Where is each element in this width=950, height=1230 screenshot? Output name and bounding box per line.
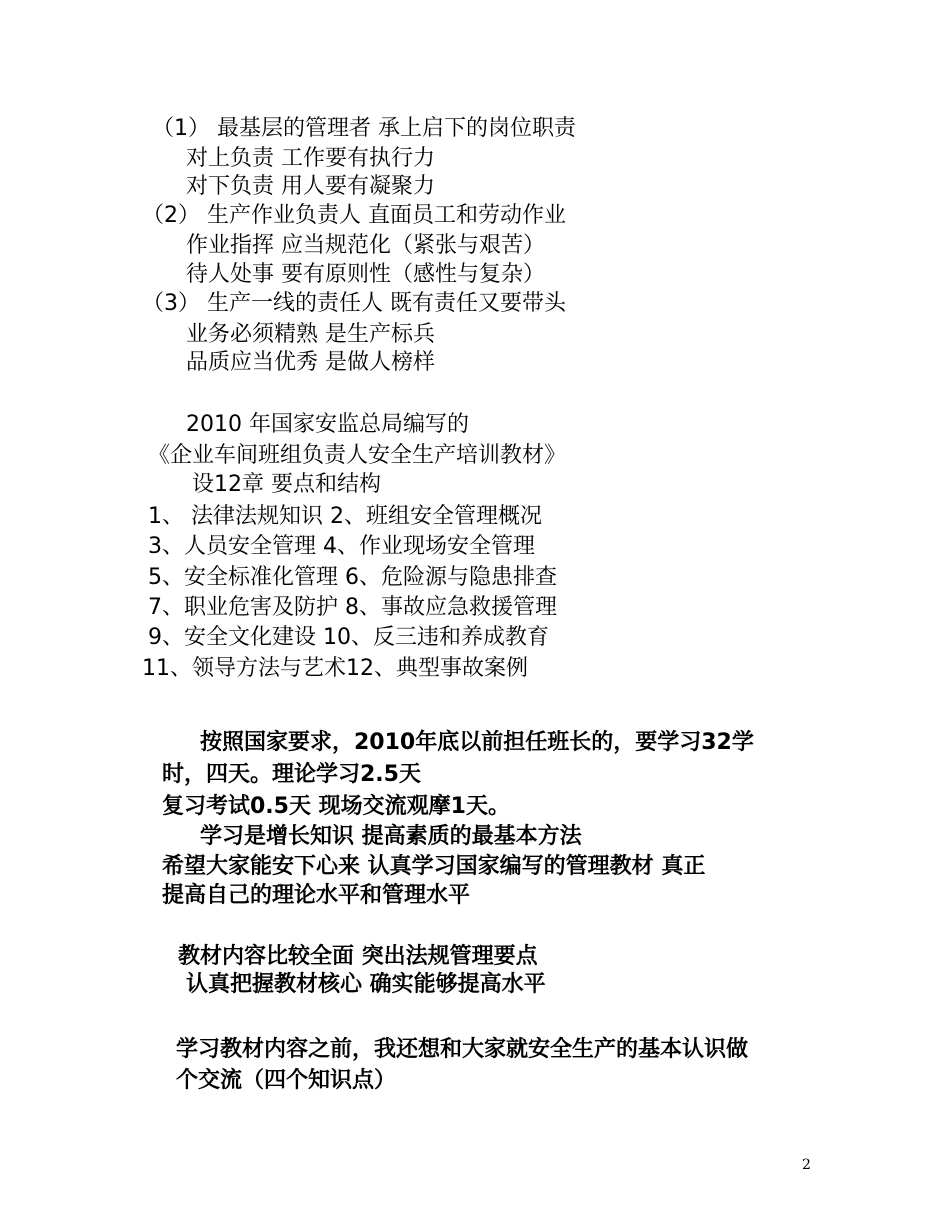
text-line: 教材内容比较全面 突出法规管理要点 bbox=[178, 944, 538, 969]
chapter-row: 5、安全标准化管理 6、危险源与隐患排查 bbox=[148, 565, 557, 590]
text-line: 对下负责 用人要有凝聚力 bbox=[186, 174, 435, 199]
book-title: 《企业车间班组负责人安全生产培训教材》 bbox=[148, 443, 567, 468]
text-line: 对上负责 工作要有执行力 bbox=[186, 146, 435, 171]
text-line: 希望大家能安下心来 认真学习国家编写的管理教材 真正 bbox=[162, 854, 706, 879]
chapter-row: 9、安全文化建设 10、反三违和养成教育 bbox=[148, 625, 549, 650]
page-number: 2 bbox=[802, 1157, 811, 1173]
text-line: 2010 年国家安监总局编写的 bbox=[186, 412, 469, 437]
chapter-row: 1、 法律法规知识 2、班组安全管理概况 bbox=[148, 504, 542, 529]
text-line: 学习教材内容之前，我还想和大家就安全生产的基本认识做 bbox=[176, 1037, 749, 1062]
text-line: 待人处事 要有原则性（感性与复杂） bbox=[186, 262, 545, 287]
chapter-row: 3、人员安全管理 4、作业现场安全管理 bbox=[148, 534, 535, 559]
chapter-row: 7、职业危害及防护 8、事故应急救援管理 bbox=[148, 595, 557, 620]
text-line: 时，四天。理论学习2.5天 bbox=[162, 762, 421, 787]
text-line: 提高自己的理论水平和管理水平 bbox=[162, 883, 471, 908]
text-line: 按照国家要求，2010年底以前担任班长的，要学习32学 bbox=[200, 730, 754, 755]
chapter-row: 11、领导方法与艺术12、典型事故案例 bbox=[142, 656, 528, 681]
text-line: 复习考试0.5天 现场交流观摩1天。 bbox=[162, 794, 510, 819]
text-line: 作业指挥 应当规范化（紧张与艰苦） bbox=[186, 233, 545, 258]
text-line: 品质应当优秀 是做人榜样 bbox=[186, 350, 435, 375]
text-line: 业务必须精熟 是生产标兵 bbox=[186, 322, 435, 347]
text-line: 学习是增长知识 提高素质的最基本方法 bbox=[200, 824, 582, 849]
text-line: 个交流（四个知识点） bbox=[176, 1068, 397, 1093]
text-line: 认真把握教材核心 确实能够提高水平 bbox=[186, 972, 546, 997]
text-line: 设12章 要点和结构 bbox=[192, 472, 381, 497]
heading-item-2: （2） 生产作业负责人 直面员工和劳动作业 bbox=[142, 203, 566, 228]
heading-item-1: （1） 最基层的管理者 承上启下的岗位职责 bbox=[152, 116, 576, 141]
heading-item-3: （3） 生产一线的责任人 既有责任又要带头 bbox=[142, 291, 566, 316]
